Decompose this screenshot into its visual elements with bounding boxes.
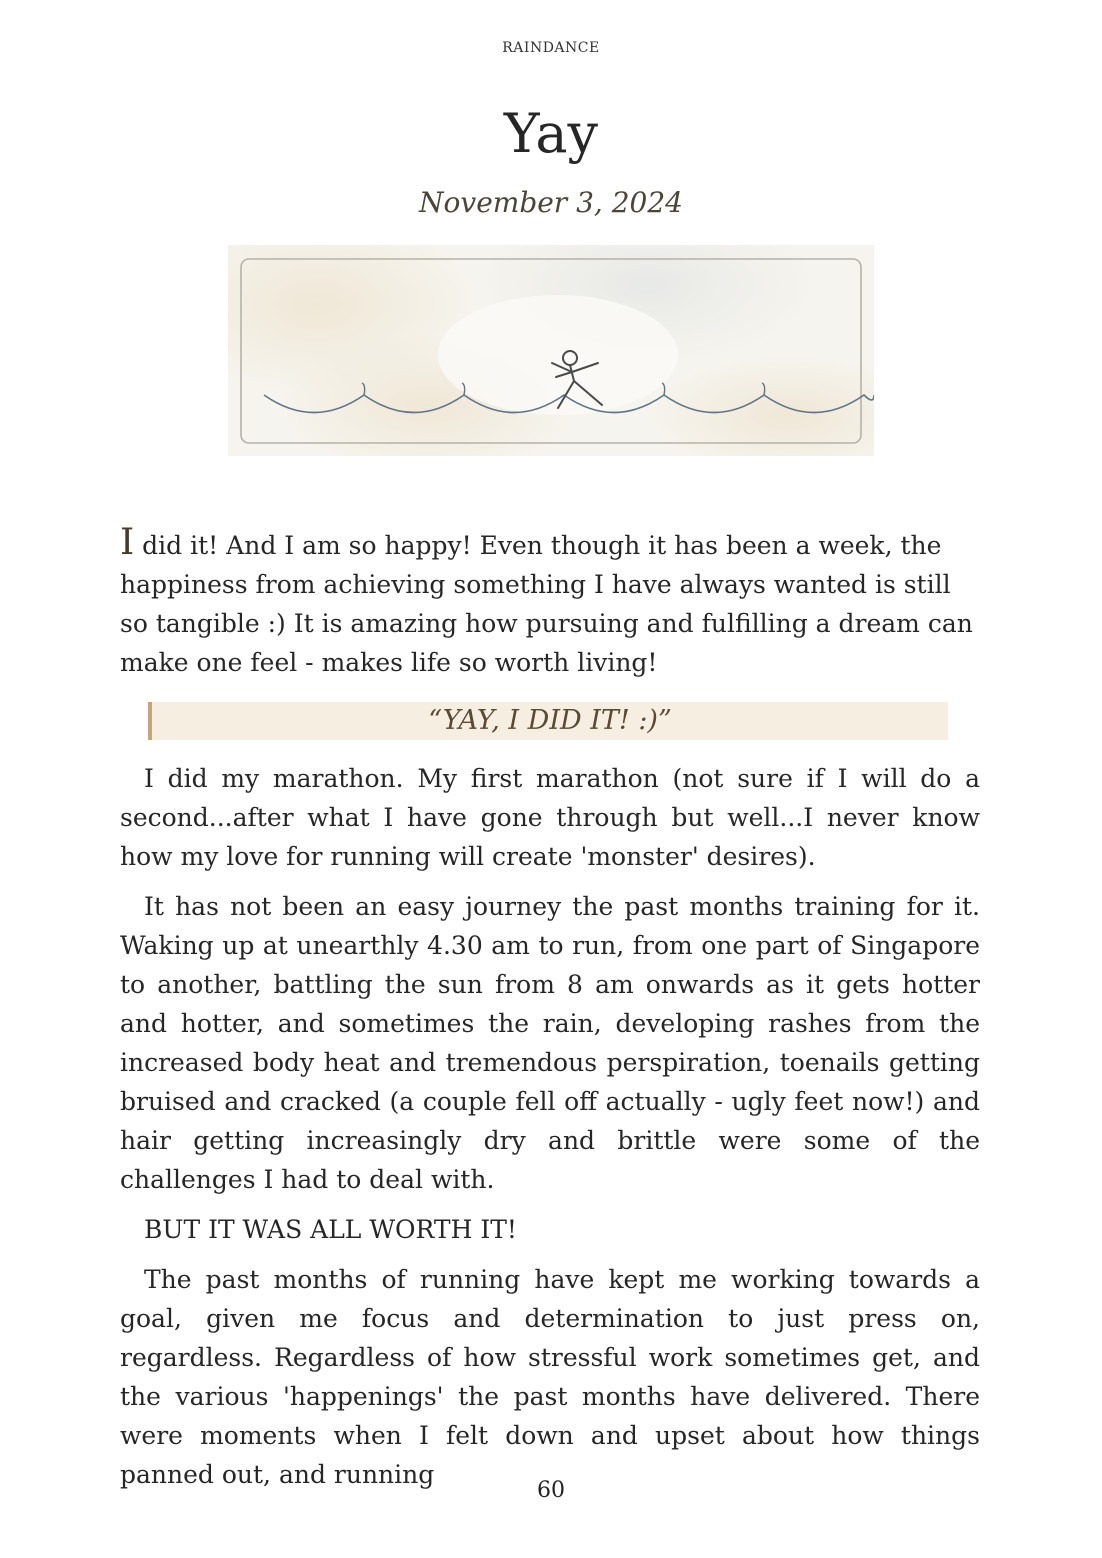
drop-cap: I [120, 522, 135, 563]
entry-title: Yay [503, 102, 599, 165]
first-paragraph [120, 523, 980, 682]
paragraph: I did my marathon. My first marathon (not sure if I will do a second...after what I have gone through but well...I never know how my love for running will create 'monster' desires). [120, 764, 980, 871]
paragraph: The past months of running have kept me working towards a goal, given me focus and determination to just press on, regardless. Regardless of how stressful work sometimes get, and the various 'happenings' the past months have delivered. There were moments when I felt down and upset about how things panned out, and running [120, 1265, 980, 1489]
pull-quote: “YAY, I DID IT! :)” [148, 702, 948, 740]
running-header: RAINDANCE [502, 40, 600, 56]
paragraph: BUT IT WAS ALL WORTH IT! [144, 1215, 517, 1244]
stick-figure-dancing-on-waves-icon [228, 245, 874, 456]
page-number: 60 [537, 1478, 565, 1503]
first-paragraph-text: did it! And I am so happy! Even though it has been a week, the happiness from achieving something I have always wanted is still so tangible :) It is amazing how pursuing and fulfilling a dream can make one feel - makes life so worth living! [120, 531, 973, 677]
entry-body [120, 523, 980, 1505]
entry-date: November 3, 2024 [419, 186, 683, 219]
paragraph: It has not been an easy journey the past months training for it. Waking up at unearthly 4.30 am to run, from one part of Singapore to another, battling the sun from 8 am onwards as it gets hotter and hotter, and sometimes the rain, developing rashes from the increased body heat and tremendous perspiration, toenails getting bruised and cracked (a couple fell off actually - ugly feet now!) and hair getting increasingly dry and brittle were some of the challenges I had to deal with. [120, 892, 980, 1194]
